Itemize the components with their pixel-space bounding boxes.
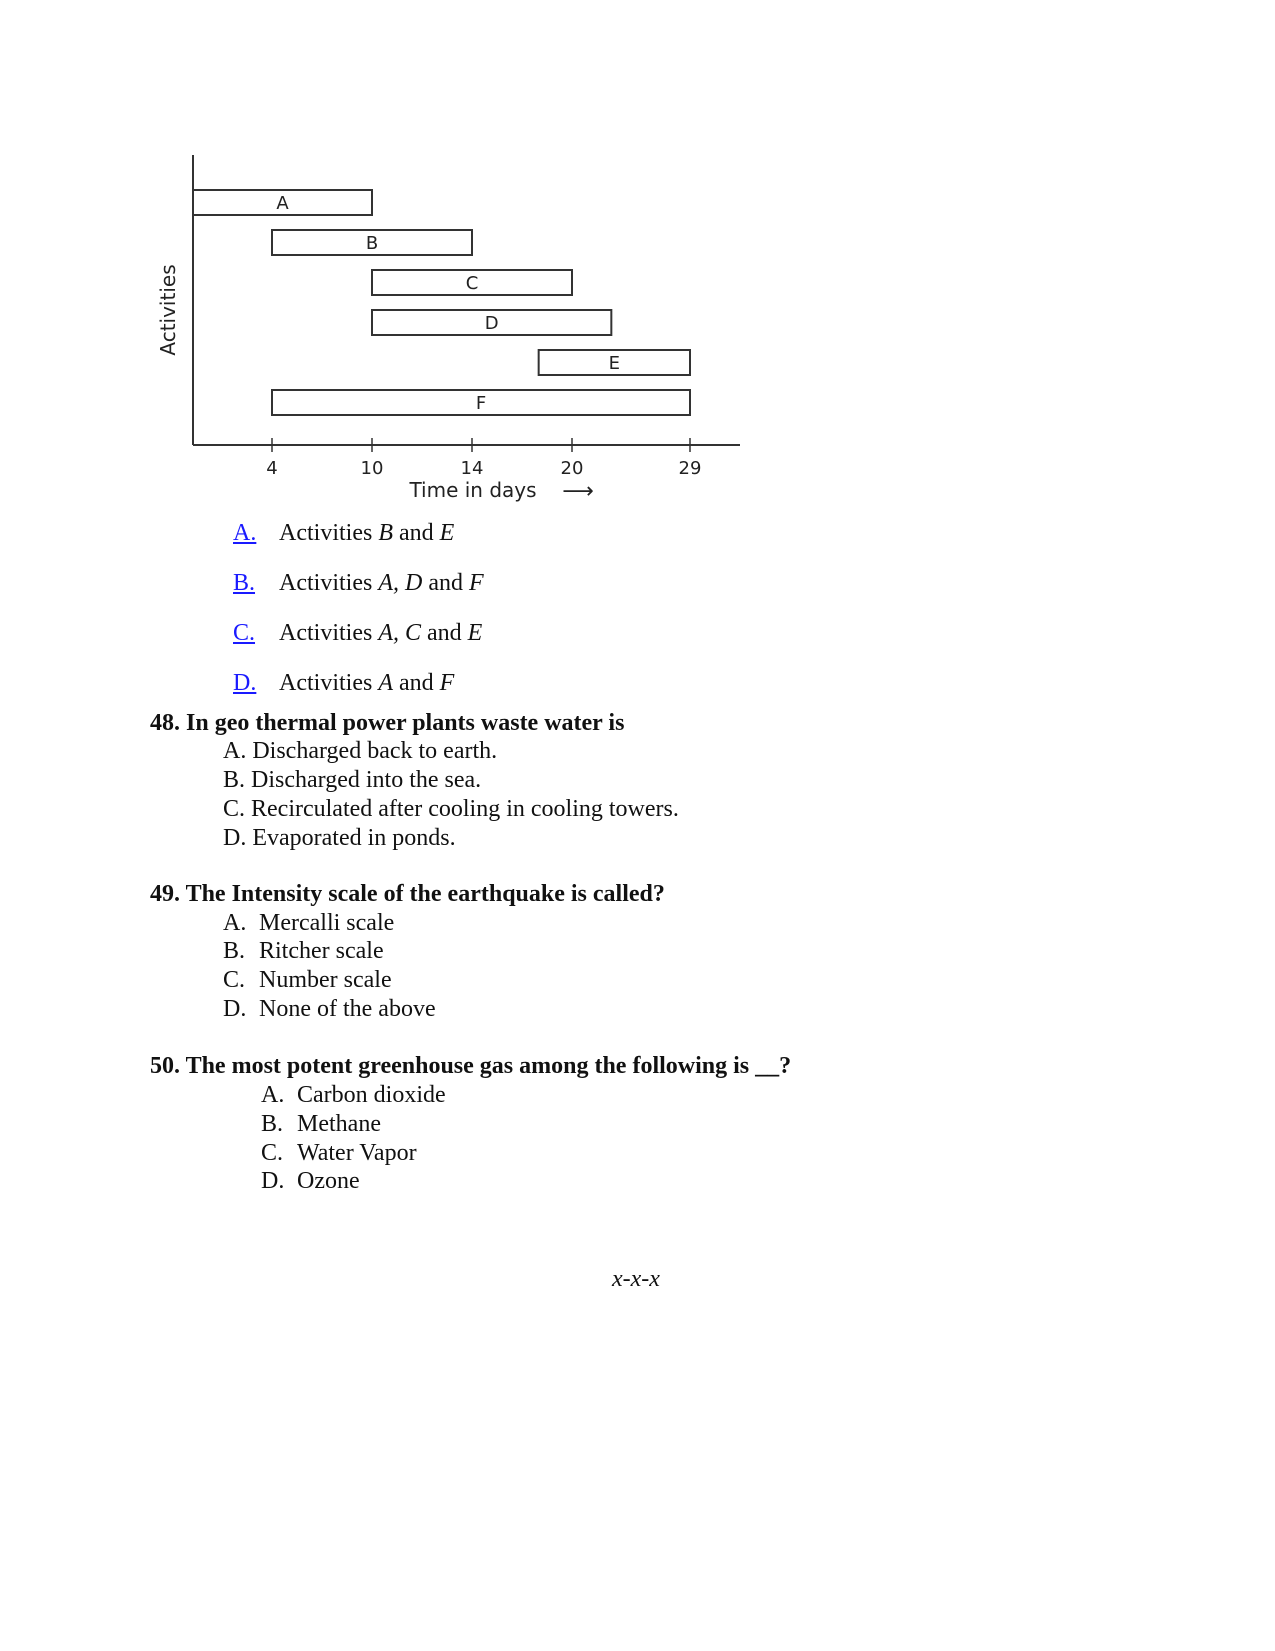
q47-option-a[interactable]: A. Activities B and E xyxy=(233,520,455,546)
question-50: 50. The most potent greenhouse gas among the following is __? xyxy=(150,1053,792,1079)
q50-option-c: C. Water Vapor xyxy=(261,1140,417,1166)
q48-option-b: B. Discharged into the sea. xyxy=(223,767,482,793)
q49-option-d: D. None of the above xyxy=(223,996,436,1022)
x-axis-arrow: ⟶ xyxy=(562,479,594,504)
q50-option-a: A. Carbon dioxide xyxy=(261,1082,446,1108)
q47-option-c[interactable]: C. Activities A, C and E xyxy=(233,620,483,646)
activity-gantt-chart xyxy=(155,150,755,510)
gantt-bar-label-a: A xyxy=(276,193,289,214)
q49-option-a: A. Mercalli scale xyxy=(223,910,395,936)
q47-option-d[interactable]: D. Activities A and F xyxy=(233,670,455,696)
y-axis-label: Activities xyxy=(156,264,180,356)
gantt-bar-label-f: F xyxy=(475,393,487,414)
x-tick-label-4: 4 xyxy=(266,458,278,479)
q50-option-d: D. Ozone xyxy=(261,1168,360,1194)
question-49: 49. The Intensity scale of the earthquake is called? xyxy=(150,881,665,907)
q48-option-c: C. Recirculated after cooling in cooling towers. xyxy=(223,796,679,822)
gantt-bar-label-d: D xyxy=(484,313,499,334)
q48-option-d: D. Evaporated in ponds. xyxy=(223,825,456,851)
gantt-bar-label-b: B xyxy=(365,233,379,254)
q47-option-b-link[interactable]: B. xyxy=(233,570,256,596)
x-tick-label-10: 10 xyxy=(360,458,384,479)
end-marker: x-x-x xyxy=(612,1266,660,1292)
q48-option-a: A. Discharged back to earth. xyxy=(223,738,498,764)
x-tick-label-29: 29 xyxy=(678,458,702,479)
x-tick-label-20: 20 xyxy=(560,458,584,479)
q47-option-c-link[interactable]: C. xyxy=(233,620,256,646)
q49-option-c: C. Number scale xyxy=(223,967,392,993)
question-48: 48. In geo thermal power plants waste water is xyxy=(150,710,625,736)
gantt-bar-label-c: C xyxy=(465,273,479,294)
q47-option-a-link[interactable]: A. xyxy=(233,520,257,546)
gantt-bar-label-e: E xyxy=(608,353,621,374)
q49-option-b: B. Ritcher scale xyxy=(223,938,384,964)
q47-option-b[interactable]: B. Activities A, D and F xyxy=(233,570,484,596)
x-tick-label-14: 14 xyxy=(460,458,484,479)
x-axis-label: Time in days xyxy=(409,478,537,502)
q47-option-d-link[interactable]: D. xyxy=(233,670,257,696)
q50-option-b: B. Methane xyxy=(261,1111,381,1137)
